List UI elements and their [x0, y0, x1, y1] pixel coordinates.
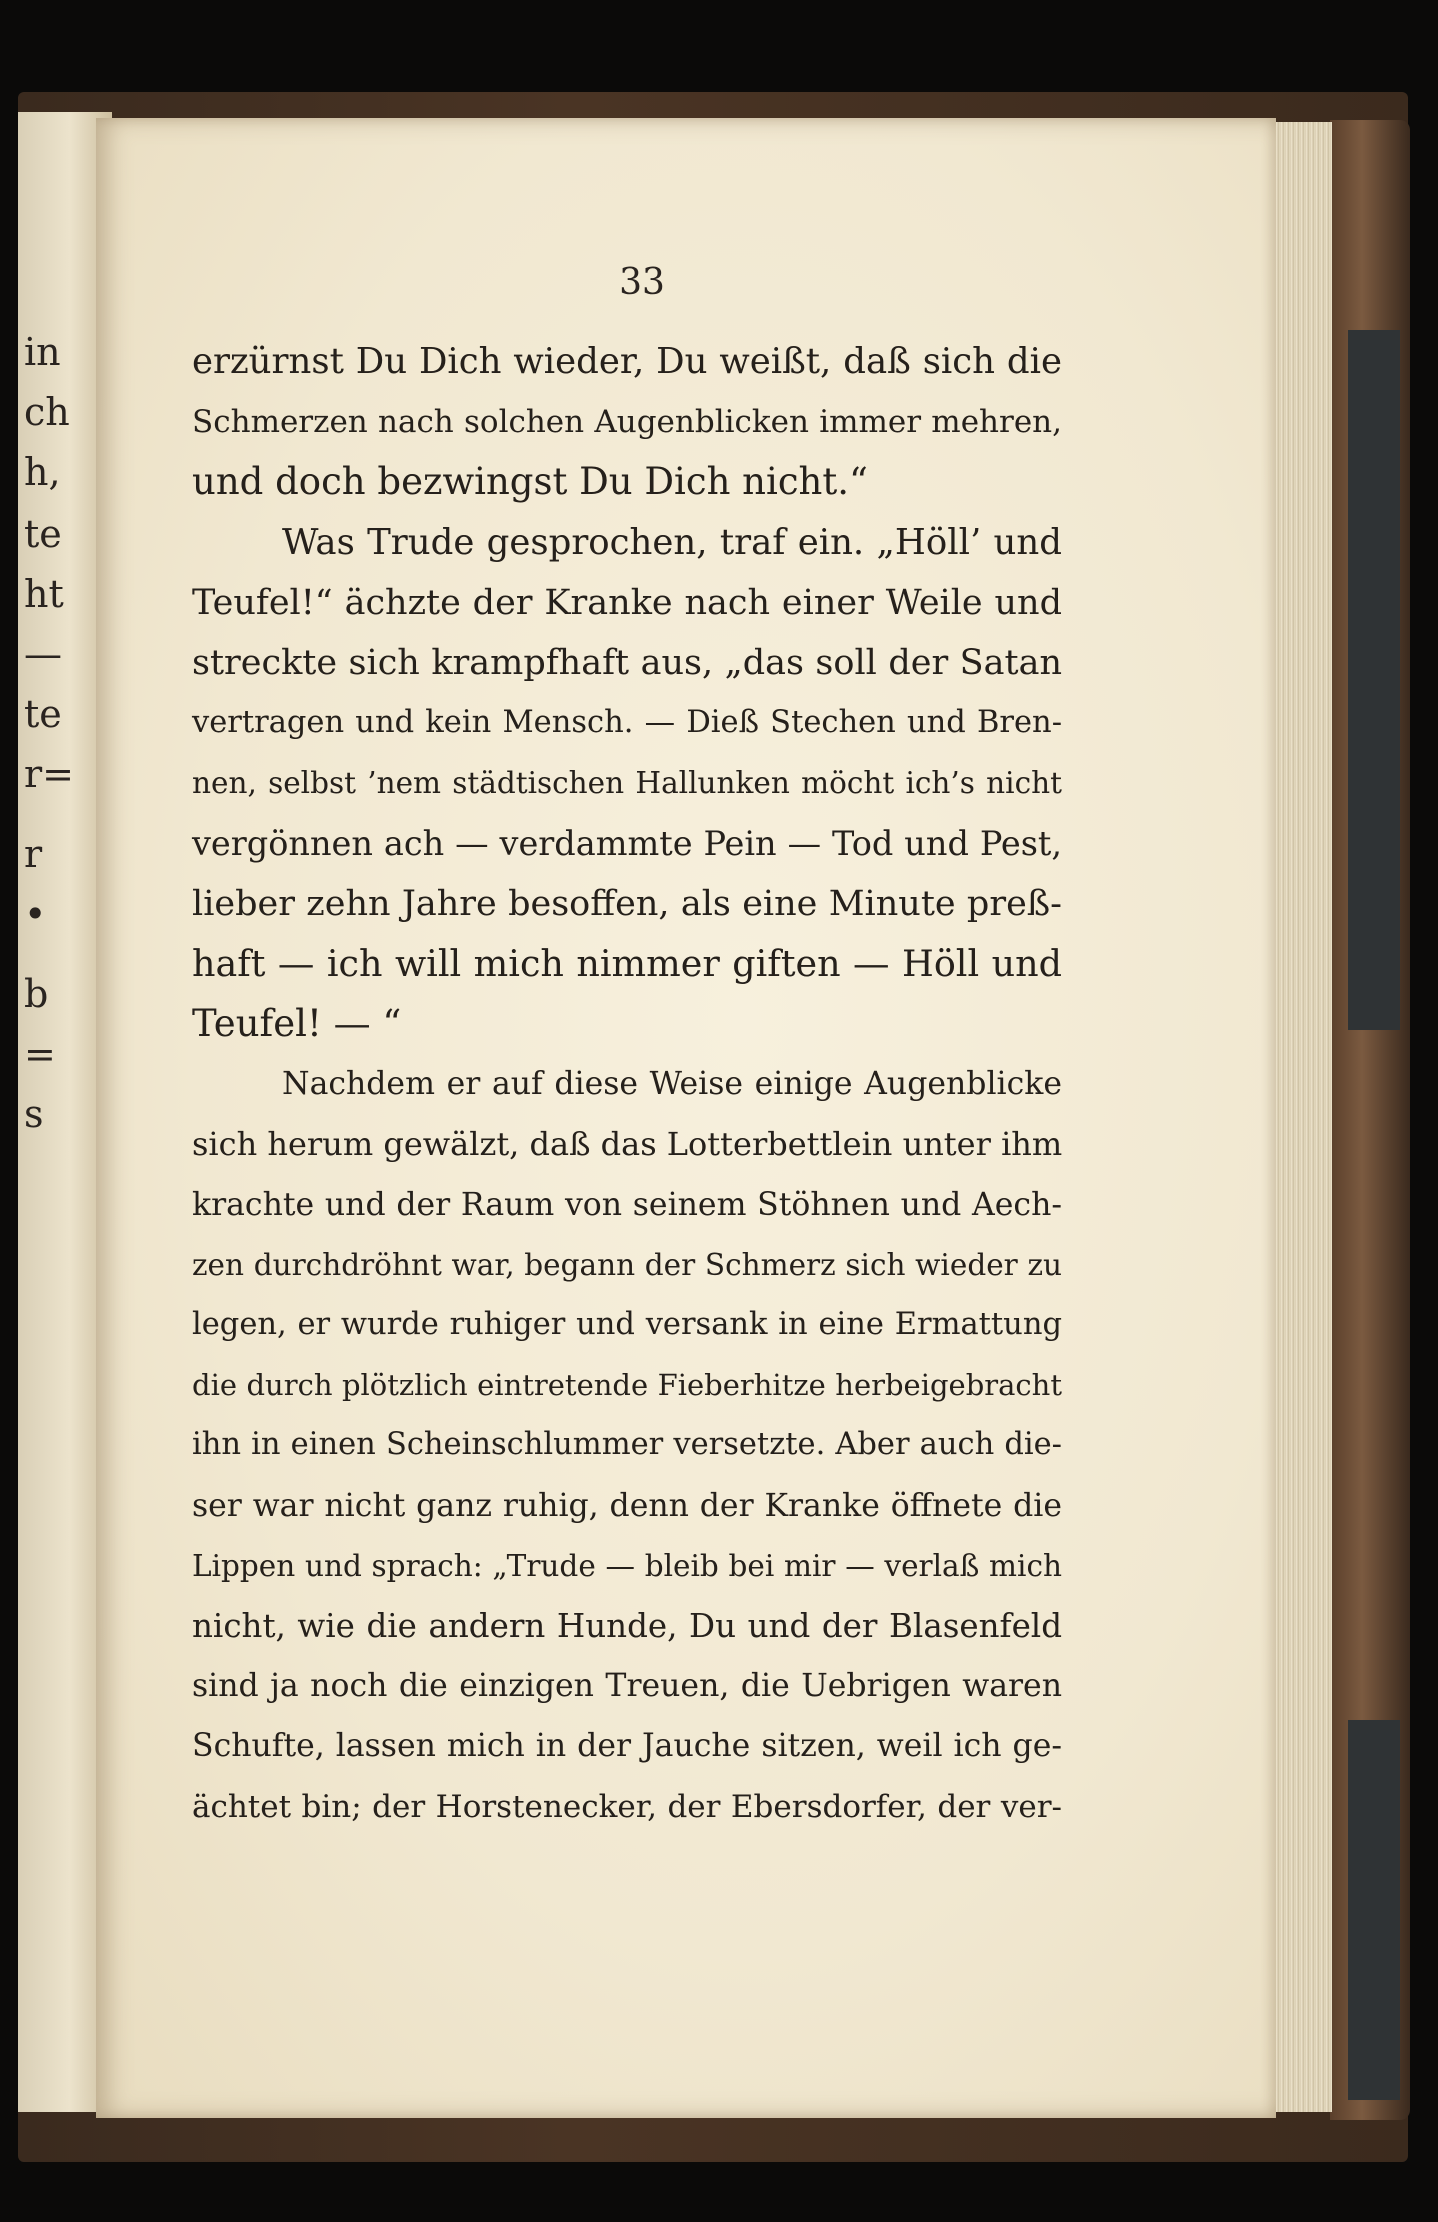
facing-fragment: b [24, 972, 49, 1016]
text-line: lieber zehn Jahre besoffen, als eine Minute preß- [192, 883, 1062, 924]
facing-fragment: — [24, 632, 62, 676]
facing-fragment: s [24, 1092, 44, 1136]
spine-band-bottom [1348, 1720, 1400, 2100]
text-line: Lippen und sprach: „Trude — bleib bei mir — verlaß mich [192, 1548, 1062, 1583]
facing-fragment: h, [24, 450, 61, 494]
text-line: zen durchdröhnt war, begann der Schmerz sich wieder zu [192, 1247, 1062, 1282]
page-text [192, 332, 1062, 1837]
text-line: Teufel! — “ [192, 1002, 402, 1046]
page-edges [1270, 122, 1332, 2112]
text-line: Teufel!“ ächzte der Kranke nach einer Weile und [192, 582, 1062, 623]
facing-fragment: • [24, 892, 47, 936]
text-line: sind ja noch die einzigen Treuen, die Uebrigen waren [192, 1668, 1062, 1705]
text-line: Schmerzen nach solchen Augenblicken immer mehren, [192, 404, 1062, 441]
text-line: legen, er wurde ruhiger und versank in eine Ermattung [192, 1307, 1062, 1342]
text-line: sich herum gewälzt, daß das Lotterbettlein unter ihm [192, 1125, 1063, 1164]
facing-fragment: in [24, 330, 61, 374]
text-line: und doch bezwingst Du Dich nicht.“ [192, 460, 868, 504]
text-line: nicht, wie die andern Hunde, Du und der Blasenfeld [192, 1606, 1062, 1645]
facing-fragment: te [24, 692, 62, 736]
text-line: ser war nicht ganz ruhig, denn der Kranke öffnete die [192, 1487, 1062, 1524]
text-line: krachte und der Raum von seinem Stöhnen und Aech- [192, 1186, 1062, 1223]
facing-fragment: ht [24, 572, 64, 616]
facing-fragment: r= [24, 752, 75, 796]
text-line: Was Trude gesprochen, traf ein. „Höll’ und [282, 521, 1062, 563]
text-line: vergönnen ach — verdammte Pein — Tod und Pest, [192, 823, 1062, 863]
text-line: ihn in einen Scheinschlummer versetzte. Aber auch die- [192, 1427, 1062, 1463]
facing-fragment: te [24, 512, 62, 556]
facing-fragment: ch [24, 390, 70, 434]
facing-fragment: = [24, 1032, 56, 1076]
text-line: streckte sich krampfhaft aus, „das soll der Satan [192, 642, 1062, 683]
spine-band-top [1348, 330, 1400, 1030]
text-line: Schufte, lassen mich in der Jauche sitzen, weil ich ge- [192, 1728, 1062, 1765]
text-line: nen, selbst ’nem städtischen Hallunken möcht ich’s nicht [192, 766, 1062, 801]
text-line: Nachdem er auf diese Weise einige Augenblicke [282, 1066, 1062, 1103]
text-line: ächtet bin; der Horstenecker, der Ebersdorfer, der ver- [192, 1788, 1062, 1825]
page-number: 33 [619, 262, 665, 303]
text-line: haft — ich will mich nimmer giften — Höll und [192, 941, 1062, 985]
text-line: die durch plötzlich eintretende Fieberhitze herbeigebracht [192, 1368, 1062, 1403]
text-line: erzürnst Du Dich wieder, Du weißt, daß sich die [192, 341, 1062, 382]
text-line: vertragen und kein Mensch. — Dieß Stechen und Bren- [192, 705, 1062, 741]
facing-fragment: r [24, 832, 43, 876]
